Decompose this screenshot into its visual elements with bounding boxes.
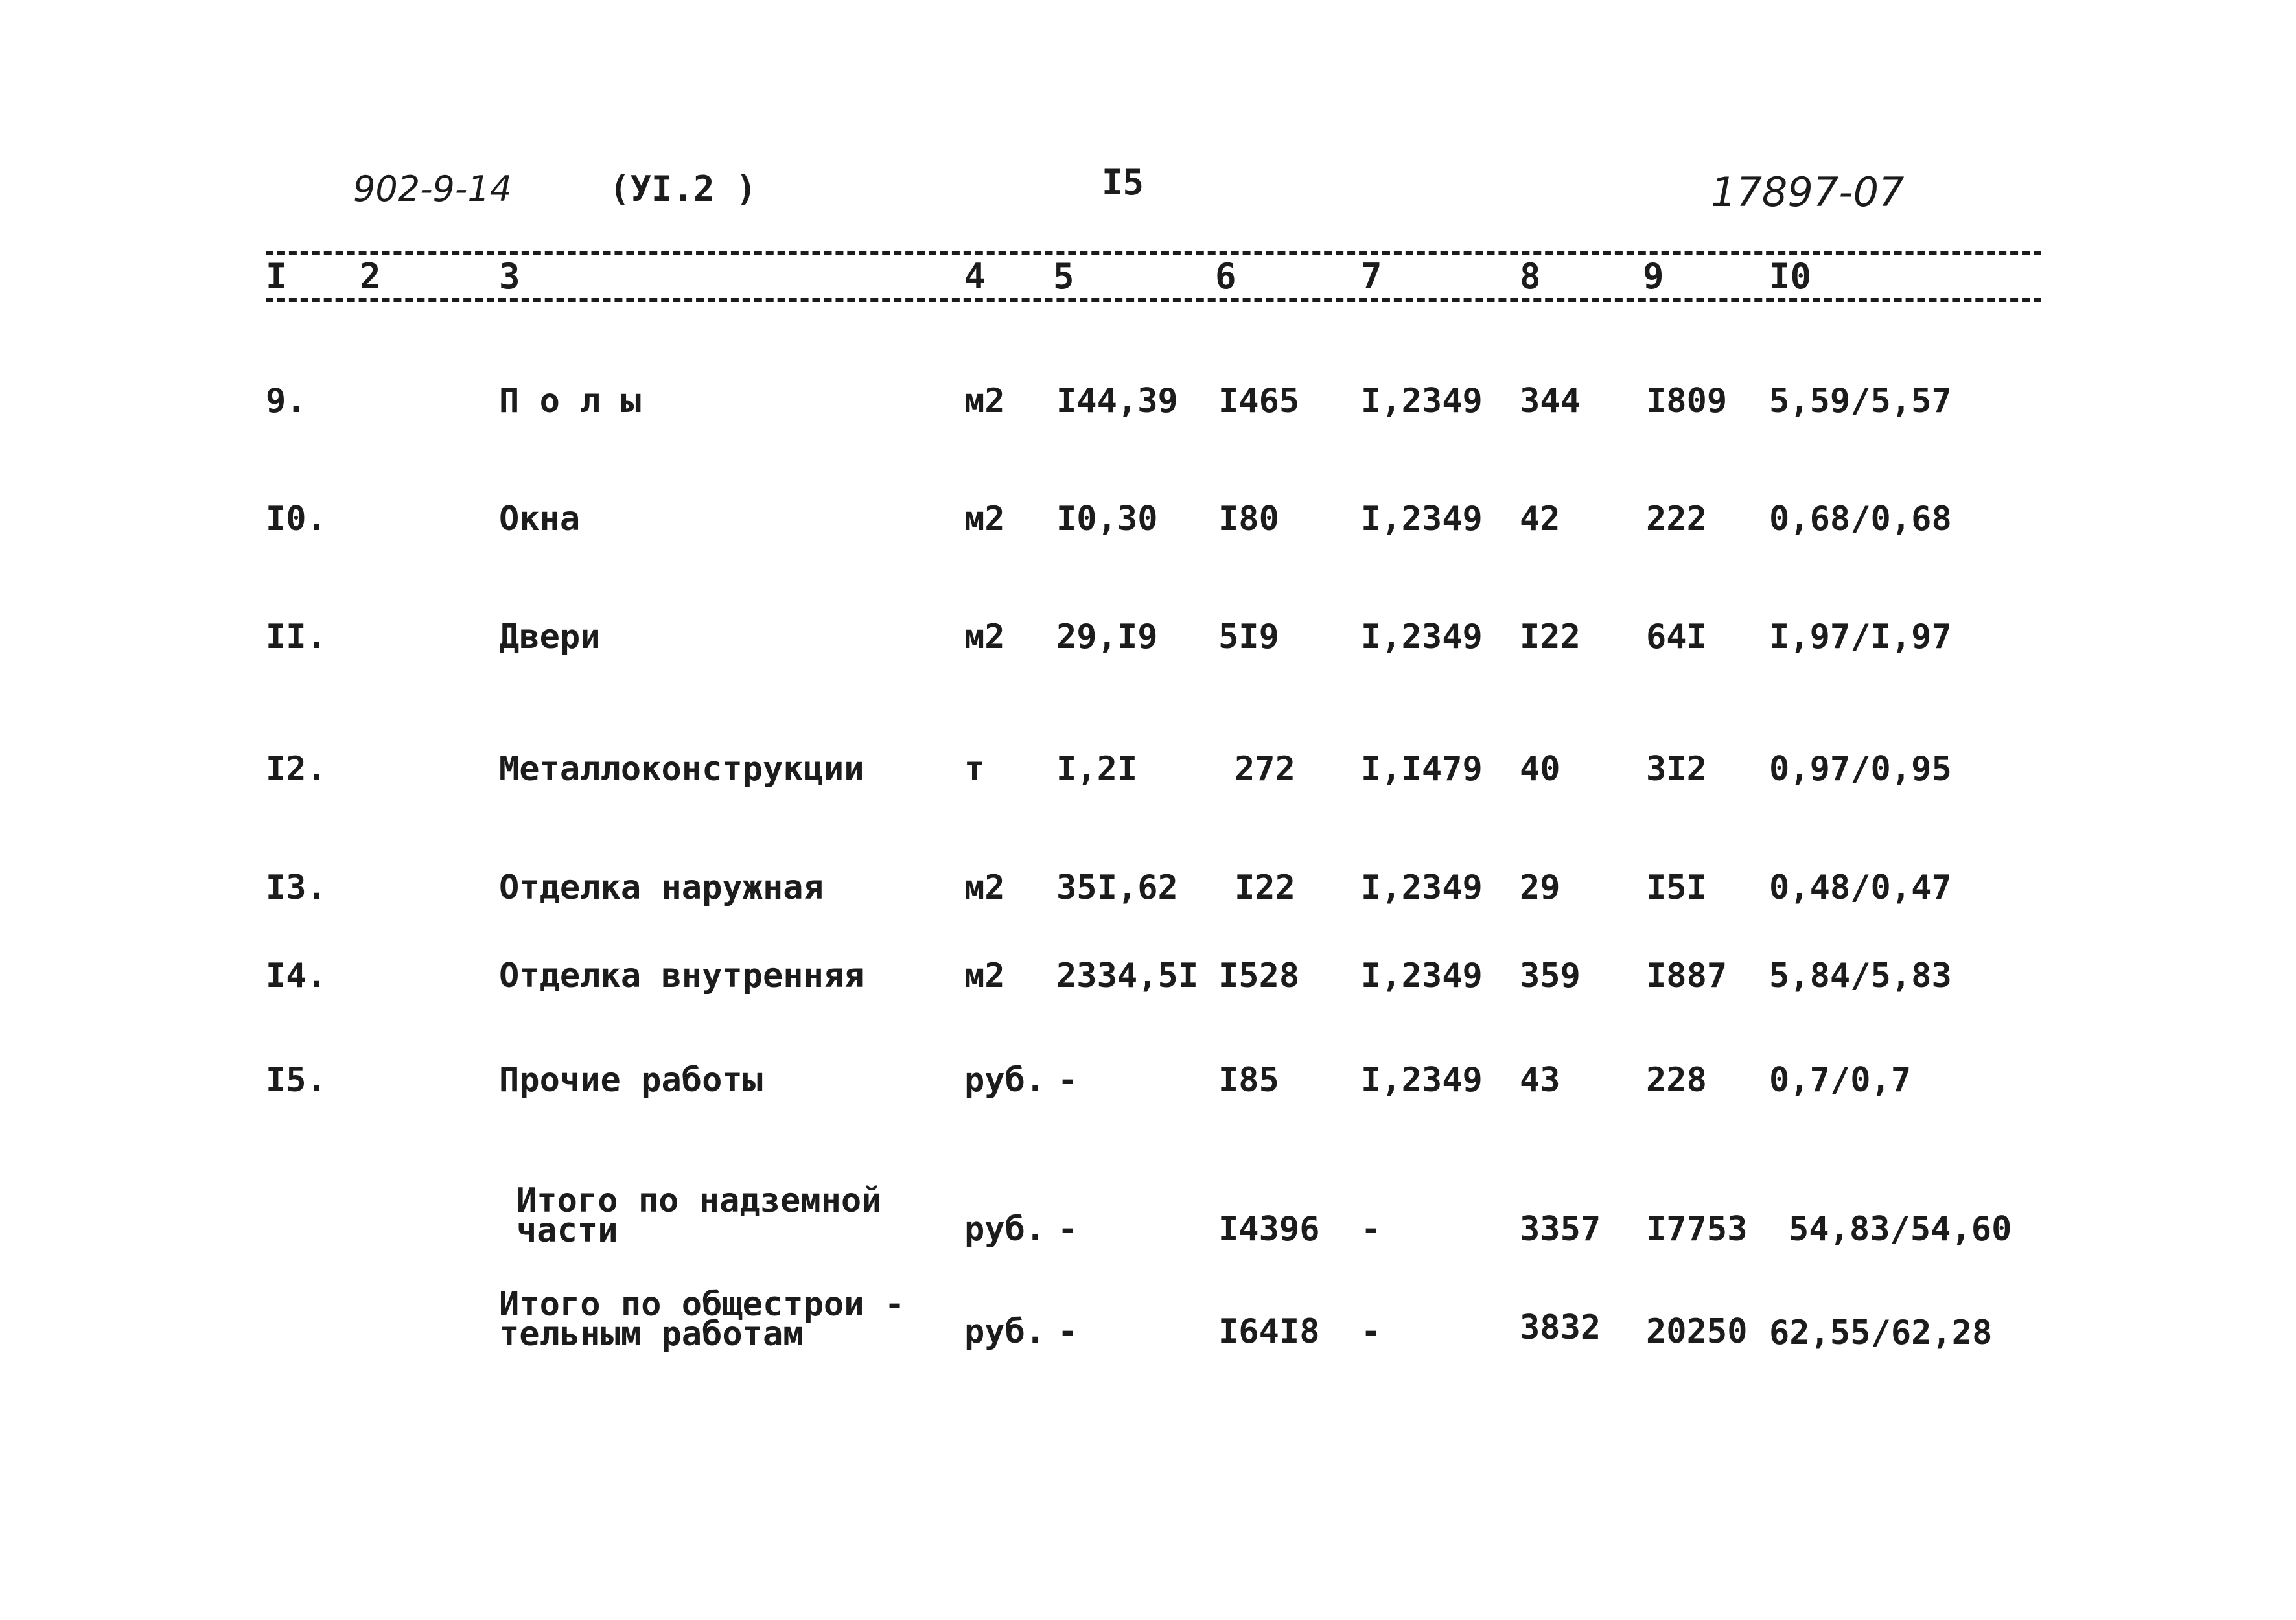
column-9-value: I7753	[1646, 1210, 1748, 1249]
quantity: 2334,5I	[1056, 956, 1199, 995]
quantity: 35I,62	[1056, 868, 1178, 907]
unit: м2	[964, 382, 1005, 421]
table-row	[0, 750, 2296, 828]
coefficient: I,I479	[1361, 750, 1483, 789]
coefficient: I,2349	[1361, 382, 1483, 421]
column-number: 3	[499, 256, 520, 297]
header-bottom-rule	[266, 298, 2041, 302]
row-number: I3.	[266, 868, 327, 907]
coefficient: I,2349	[1361, 956, 1483, 995]
column-10-value: 0,68/0,68	[1769, 500, 1952, 538]
column-number: I0	[1769, 256, 1812, 297]
subtotal-row	[0, 1181, 2296, 1270]
column-10-value: 5,84/5,83	[1769, 956, 1952, 995]
column-number: 9	[1643, 256, 1664, 297]
total-label-line2: тельным работам	[499, 1315, 804, 1354]
column-9-value: I809	[1646, 382, 1728, 421]
unit: т	[964, 750, 985, 789]
total-row	[0, 1285, 2296, 1374]
work-name: Окна	[499, 500, 581, 538]
row-number: I0.	[266, 500, 327, 538]
column-10-value: 5,59/5,57	[1769, 382, 1952, 421]
row-number: I5.	[266, 1061, 327, 1100]
table-row	[0, 1061, 2296, 1139]
total-label-line2: части	[516, 1211, 618, 1250]
column-8-value: 3357	[1520, 1210, 1601, 1249]
column-number: 2	[360, 256, 381, 297]
work-name: Двери	[499, 618, 601, 656]
column-9-value: 20250	[1646, 1312, 1748, 1351]
coefficient: I,2349	[1361, 868, 1483, 907]
column-9-value: I5I	[1646, 868, 1707, 907]
column-9-value: 3I2	[1646, 750, 1707, 789]
column-10-value: 0,7/0,7	[1769, 1061, 1912, 1100]
unit: руб.	[964, 1210, 1046, 1249]
column-8-value: 344	[1520, 382, 1581, 421]
row-number: I4.	[266, 956, 327, 995]
page-number: I5	[1102, 162, 1144, 203]
column-6-value: I465	[1218, 382, 1300, 421]
unit: руб.	[964, 1061, 1046, 1100]
column-number: 8	[1520, 256, 1541, 297]
column-9-value: I887	[1646, 956, 1728, 995]
section-label: (УI.2 )	[609, 168, 757, 209]
column-8-value: 43	[1520, 1061, 1560, 1100]
work-name: Прочие работы	[499, 1061, 763, 1100]
column-number: I	[266, 256, 287, 297]
column-10-value: I,97/I,97	[1769, 618, 1952, 656]
quantity: 29,I9	[1056, 618, 1158, 656]
column-6-value: 272	[1235, 750, 1295, 789]
total-label-line1: Итого по общестрои -	[499, 1285, 905, 1324]
column-8-value: 42	[1520, 500, 1560, 538]
coefficient: -	[1361, 1312, 1382, 1351]
column-6-value: I85	[1218, 1061, 1279, 1100]
quantity: -	[1058, 1312, 1078, 1351]
column-6-value: I80	[1218, 500, 1279, 538]
column-8-value: 29	[1520, 868, 1560, 907]
column-6-value: I528	[1218, 956, 1300, 995]
quantity: I,2I	[1056, 750, 1138, 789]
column-number: 6	[1215, 256, 1236, 297]
column-number: 4	[964, 256, 986, 297]
unit: руб.	[964, 1312, 1046, 1351]
row-number: I2.	[266, 750, 327, 789]
quantity: -	[1058, 1061, 1078, 1100]
unit: м2	[964, 618, 1005, 656]
column-8-value: 40	[1520, 750, 1560, 789]
column-9-value: 228	[1646, 1061, 1707, 1100]
column-6-value: I22	[1235, 868, 1295, 907]
row-number: 9.	[266, 382, 307, 421]
header-top-rule	[266, 251, 2041, 255]
table-row	[0, 382, 2296, 460]
column-9-value: 222	[1646, 500, 1707, 538]
table-row	[0, 618, 2296, 696]
document-code: 902-9-14	[353, 168, 513, 209]
unit: м2	[964, 868, 1005, 907]
column-numbers-row	[0, 256, 2296, 301]
quantity: I0,30	[1056, 500, 1158, 538]
column-10-value: 62,55/62,28	[1769, 1313, 1993, 1352]
column-8-value: I22	[1520, 618, 1581, 656]
work-name: Отделка внутренняя	[499, 956, 864, 995]
column-6-value: I4396	[1218, 1210, 1320, 1249]
column-6-value: I64I8	[1218, 1312, 1320, 1351]
total-label-line1: Итого по надземной	[516, 1181, 882, 1220]
column-6-value: 5I9	[1218, 618, 1279, 656]
quantity: I44,39	[1056, 382, 1178, 421]
work-name: Отделка наружная	[499, 868, 824, 907]
column-9-value: 64I	[1646, 618, 1707, 656]
coefficient: -	[1361, 1210, 1382, 1249]
row-number: II.	[266, 618, 327, 656]
table-row	[0, 500, 2296, 578]
column-10-value: 0,97/0,95	[1769, 750, 1952, 789]
column-10-value: 0,48/0,47	[1769, 868, 1952, 907]
table-row	[0, 869, 2296, 947]
unit: м2	[964, 500, 1005, 538]
column-number: 7	[1361, 256, 1382, 297]
column-8-value: 359	[1520, 956, 1581, 995]
coefficient: I,2349	[1361, 1061, 1483, 1100]
work-name: Металлоконструкции	[499, 750, 864, 789]
coefficient: I,2349	[1361, 618, 1483, 656]
table-row	[0, 957, 2296, 1035]
work-name: П о л ы	[499, 382, 642, 421]
album-number: 17897-07	[1711, 168, 1905, 216]
column-number: 5	[1053, 256, 1074, 297]
column-10-value: 54,83/54,60	[1789, 1210, 2012, 1249]
quantity: -	[1058, 1210, 1078, 1249]
unit: м2	[964, 956, 1005, 995]
column-8-value: 3832	[1520, 1308, 1601, 1347]
coefficient: I,2349	[1361, 500, 1483, 538]
